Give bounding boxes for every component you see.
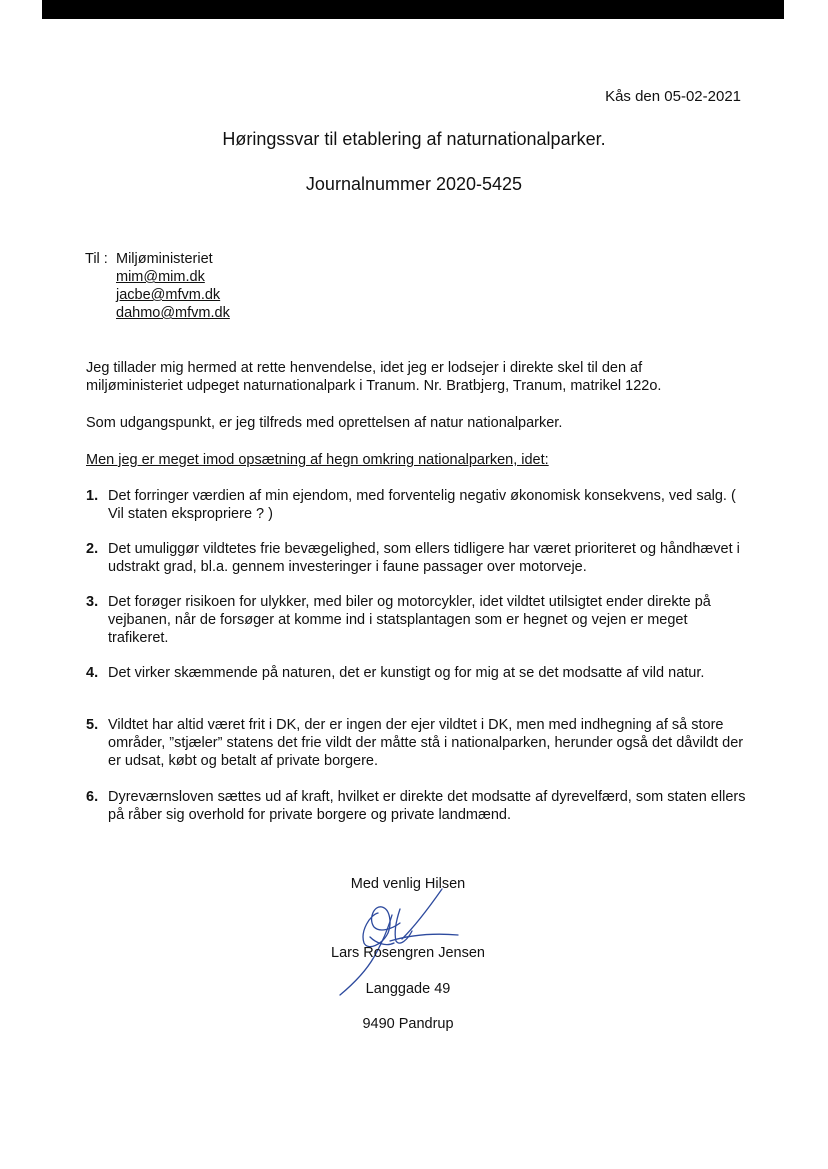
intro-paragraph (86, 359, 746, 395)
list-item-text: Dyreværnsloven sættes ud af kraft, hvilket er direkte det modsatte af dyrevelfærd, som staten ellers på råber sig overhold for private borgere og private landmænd. (108, 789, 746, 823)
journal-number: Journalnummer 2020-5425 (305, 174, 523, 194)
list-item-number: 2. (86, 541, 99, 557)
list-item-text: Det forøger risikoen for ulykker, med biler og motorcykler, idet vildtet utilsigtet ender direkte på vejbanen, når de forsøger at komme ind i statsplantagen som er hegnet og vejen er meget trafikeret. (108, 594, 711, 646)
list-item (86, 593, 746, 647)
list-item-text: Det forringer værdien af min ejendom, med forventelig negativ økonomisk konsekvens, ved salg. ( Vil staten ekspropriere ? ) (108, 488, 736, 522)
list-item (86, 664, 746, 682)
objection-heading: Men jeg er meget imod opsætning af hegn omkring nationalparken, idet: (86, 452, 549, 468)
recipient-email-1[interactable]: mim@mim.dk (116, 269, 205, 285)
closing-street: Langgade 49 (365, 981, 451, 997)
starting-point-paragraph: Som udgangspunkt, er jeg tilfreds med oprettelsen af natur nationalparker. (86, 415, 563, 431)
list-item-text: Vildtet har altid været frit i DK, der er ingen der ejer vildtet i DK, men med indhegning af så store områder, ”stjæler” statens det frie vildt der måtte stå i nationalparken, herunder også det dåvildt der er udsat, købt og betalt af private borgere. (108, 717, 744, 769)
list-item-number: 4. (86, 665, 99, 681)
list-item-text: Det umuliggør vildtetes frie bevægelighed, som ellers tidligere har været prioriteret og håndhævet i udstrakt grad, bl.a. gennem investeringer i faune passager over motorveje. (108, 541, 740, 575)
list-item (86, 788, 746, 824)
recipient-label: Til : (85, 251, 108, 267)
list-item-number: 3. (86, 594, 99, 610)
list-item-text: Det virker skæmmende på naturen, det er kunstigt og for mig at se det modsatte af vild natur. (108, 665, 705, 681)
top-black-bar (42, 0, 784, 19)
list-item-number: 6. (86, 789, 99, 805)
closing-name: Lars Rosengren Jensen (331, 945, 485, 961)
letter-title: Høringssvar til etablering af naturnationalparker. (222, 129, 606, 149)
recipient-email-2[interactable]: jacbe@mfvm.dk (116, 287, 221, 303)
closing-city: 9490 Pandrup (362, 1016, 454, 1032)
intro-line-1: Jeg tillader mig hermed at rette henvendelse, idet jeg er lodsejer i direkte skel til den af (86, 360, 643, 376)
list-item (86, 540, 746, 576)
letter-date: Kås den 05-02-2021 (605, 88, 741, 105)
closing-greeting: Med venlig Hilsen (350, 876, 466, 892)
intro-line-2: miljøministeriet udpeget naturnationalpark i Tranum. Nr. Bratbjerg, Tranum, matrikel 122o. (86, 378, 662, 394)
recipient-block (85, 250, 230, 322)
list-item-number: 1. (86, 488, 99, 504)
list-item (86, 716, 746, 770)
list-item-number: 5. (86, 717, 99, 733)
list-item (86, 487, 746, 523)
recipient-email-3[interactable]: dahmo@mfvm.dk (116, 305, 230, 321)
recipient-name: Miljøministeriet (116, 251, 213, 267)
